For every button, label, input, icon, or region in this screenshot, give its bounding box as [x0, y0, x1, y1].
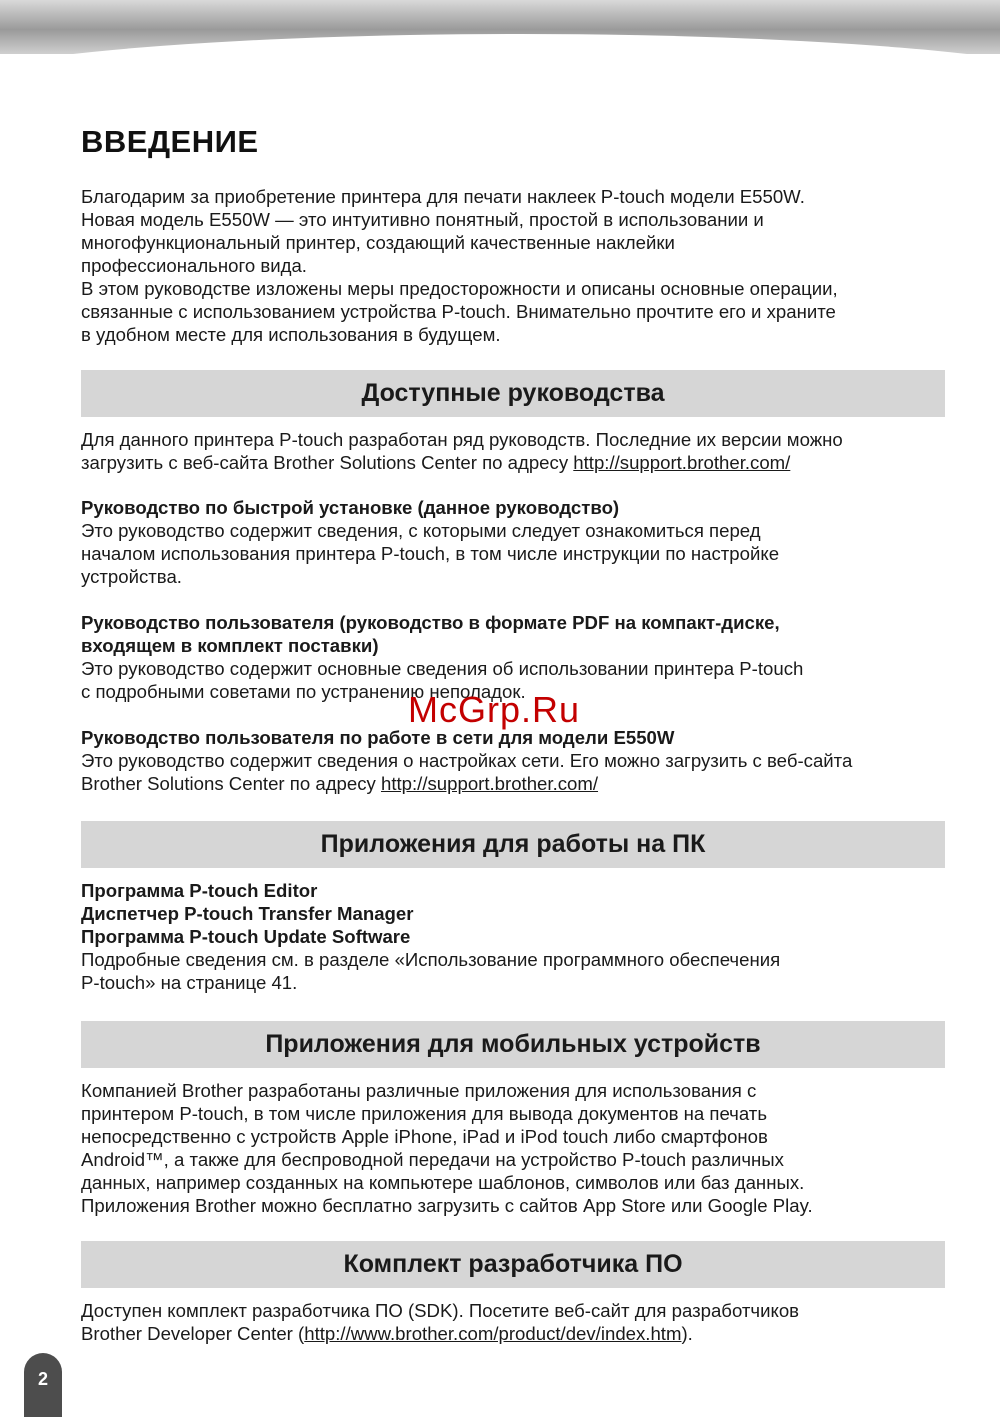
mobile-apps-line: непосредственно с устройств Apple iPhone, iPad и iPod touch либо смартфонов	[81, 1126, 768, 1147]
section-heading-mobile-apps: Приложения для мобильных устройств	[81, 1021, 945, 1068]
quick-setup-line: началом использования принтера P-touch, в том числе инструкции по настройке	[81, 543, 780, 564]
pc-apps-list	[81, 879, 945, 994]
network-guide-line: Это руководство содержит сведения о настройках сети. Его можно загрузить с веб-сайта	[81, 750, 853, 771]
quick-setup-line: устройства.	[81, 566, 182, 587]
intro-paragraph	[81, 185, 945, 346]
network-guide-line	[81, 772, 945, 795]
intro-line: связанные с использованием устройства P-touch. Внимательно прочтите его и храните	[81, 301, 836, 322]
section-heading-manuals: Доступные руководства	[81, 370, 945, 417]
pc-app-item: Программа P-touch Update Software	[81, 926, 411, 947]
network-guide	[81, 726, 945, 795]
pc-app-item: Диспетчер P-touch Transfer Manager	[81, 903, 414, 924]
manuals-intro-line	[81, 451, 945, 474]
pc-app-item: Программа P-touch Editor	[81, 880, 318, 901]
manuals-intro-text: загрузить с веб-сайта Brother Solutions Center по адресу	[81, 452, 574, 473]
user-guide-line: с подробными советами по устранению неполадок.	[81, 681, 526, 702]
intro-line: В этом руководстве изложены меры предосторожности и описаны основные операции,	[81, 278, 838, 299]
quick-setup-line: Это руководство содержит сведения, с которыми следует ознакомиться перед	[81, 520, 761, 541]
user-guide-title: Руководство пользователя (руководство в формате PDF на компакт-диске,	[81, 612, 780, 633]
manuals-intro-line: Для данного принтера P-touch разработан ряд руководств. Последние их версии можно	[81, 429, 843, 450]
pc-apps-note-line: Подробные сведения см. в разделе «Использование программного обеспечения	[81, 949, 781, 970]
mobile-apps-line: данных, например созданных на компьютере шаблонов, символов или баз данных.	[81, 1172, 805, 1193]
mobile-apps-line: Компанией Brother разработаны различные приложения для использования с	[81, 1080, 757, 1101]
quick-setup-guide	[81, 496, 945, 588]
manuals-intro	[81, 428, 945, 474]
intro-line: многофункциональный принтер, создающий качественные наклейки	[81, 232, 675, 253]
sdk-text: Brother Developer Center (	[81, 1323, 305, 1344]
mobile-apps-paragraph	[81, 1079, 945, 1217]
watermark: McGrp.Ru	[408, 689, 581, 730]
quick-setup-title: Руководство по быстрой установке (данное руководство)	[81, 497, 620, 518]
section-heading-pc-apps: Приложения для работы на ПК	[81, 821, 945, 868]
mobile-apps-line: Android™, а также для беспроводной передачи на устройство P-touch различных	[81, 1149, 784, 1170]
intro-line: Новая модель E550W — это интуитивно понятный, простой в использовании и	[81, 209, 764, 230]
section-heading-sdk: Комплект разработчика ПО	[81, 1241, 945, 1288]
mobile-apps-line: Приложения Brother можно бесплатно загрузить с сайтов App Store или Google Play.	[81, 1195, 813, 1216]
page-number-tab	[24, 1353, 62, 1417]
sdk-line: Доступен комплект разработчика ПО (SDK). Посетите веб-сайт для разработчиков	[81, 1300, 800, 1321]
sdk-text-suffix: ).	[681, 1323, 693, 1344]
network-guide-title: Руководство пользователя по работе в сети для модели E550W	[81, 727, 675, 748]
support-link[interactable]: http://support.brother.com/	[573, 452, 791, 473]
network-guide-text: Brother Solutions Center по адресу	[81, 773, 381, 794]
sdk-paragraph	[81, 1299, 945, 1345]
pc-apps-note-line: P-touch» на странице 41.	[81, 972, 298, 993]
page-number: 2	[37, 1369, 48, 1389]
mobile-apps-line: принтером P-touch, в том числе приложения для вывода документов на печать	[81, 1103, 768, 1124]
user-guide-title: входящем в комплект поставки)	[81, 635, 379, 656]
network-support-link[interactable]: http://support.brother.com/	[380, 773, 599, 794]
page-title: ВВЕДЕНИЕ	[81, 124, 259, 159]
developer-center-link[interactable]: http://www.brother.com/product/dev/index.htm	[304, 1323, 682, 1344]
user-guide-line: Это руководство содержит основные сведения об использовании принтера P-touch	[81, 658, 804, 679]
intro-line: профессионального вида.	[81, 255, 307, 276]
intro-line: Благодарим за приобретение принтера для печати наклеек P-touch модели E550W.	[81, 186, 805, 207]
intro-line: в удобном месте для использования в будущем.	[81, 324, 501, 345]
sdk-line	[81, 1322, 945, 1345]
